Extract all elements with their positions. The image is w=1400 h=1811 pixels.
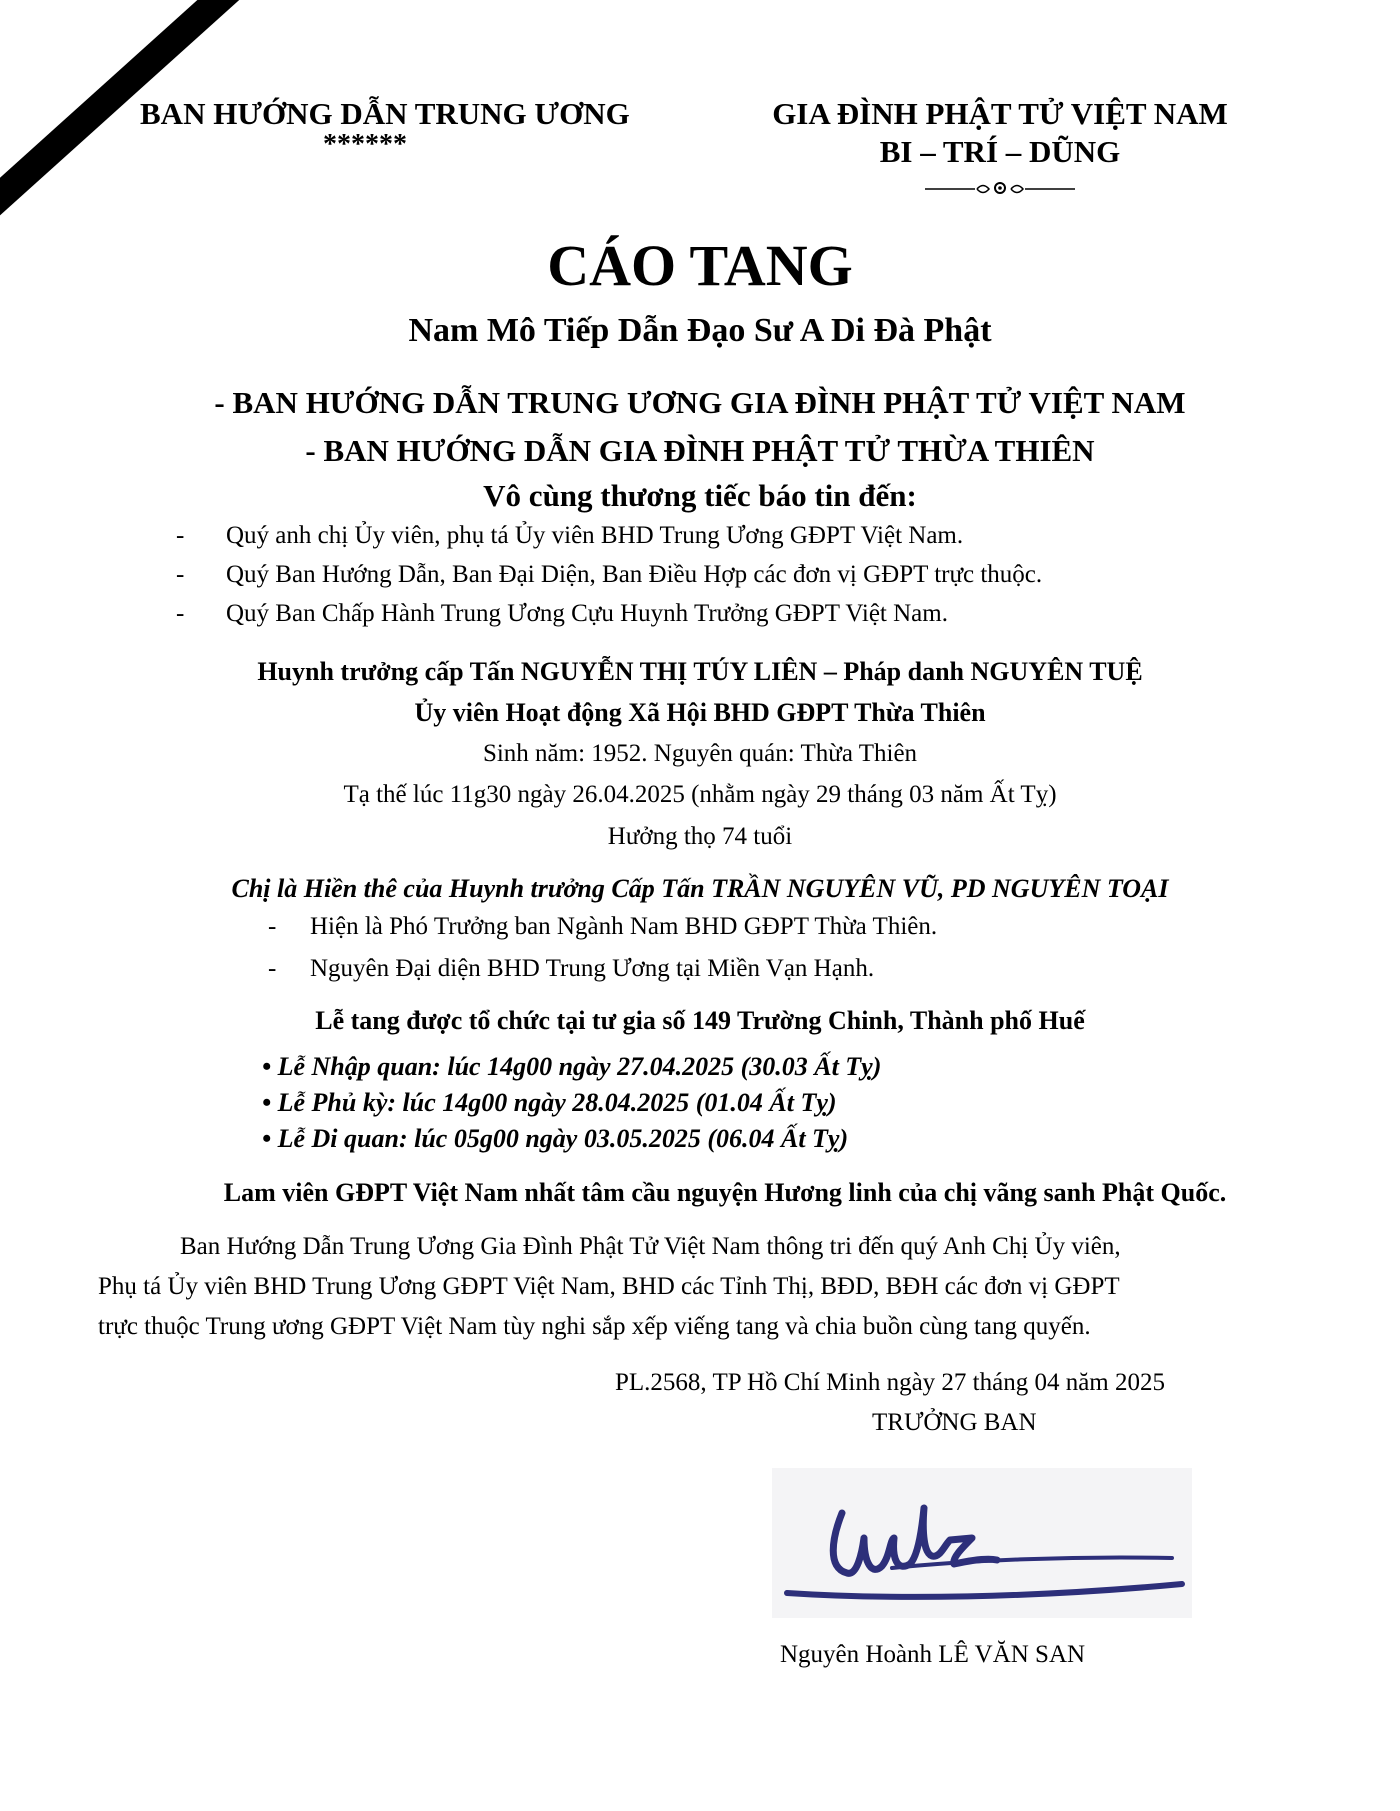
recipient-item: - Quý Ban Chấp Hành Trung Ương Cựu Huynh Trưởng GĐPT Việt Nam. [176, 600, 948, 627]
spouse-role-text: Hiện là Phó Trưởng ban Ngành Nam BHD GĐPT Thừa Thiên. [310, 913, 938, 940]
deceased-death: Tạ thế lúc 11g30 ngày 26.04.2025 (nhằm ngày 29 tháng 03 năm Ất Tỵ) [343, 781, 1057, 808]
date-line: PL.2568, TP Hồ Chí Minh ngày 27 tháng 04 năm 2025 [615, 1369, 1165, 1396]
deceased-age: Hưởng thọ 74 tuổi [607, 823, 793, 850]
deceased-role: Ủy viên Hoạt động Xã Hội BHD GĐPT Thừa Thiên [414, 698, 986, 727]
recipient-item: - Quý Ban Hướng Dẫn, Ban Đại Diện, Ban Điều Hợp các đơn vị GĐPT trực thuộc. [176, 561, 1043, 588]
org-line-provincial: - BAN HƯỚNG DẪN GIA ĐÌNH PHẬT TỬ THỪA THIÊN [305, 433, 1095, 468]
notice-paragraph-line: Ban Hướng Dẫn Trung Ương Gia Đình Phật Tử Việt Nam thông tri đến quý Anh Chị Ủy viên, [180, 1233, 1121, 1260]
spouse-role-item: - Nguyên Đại diện BHD Trung Ương tại Miền Vạn Hạnh. [268, 955, 875, 982]
page-title: CÁO TANG [547, 233, 853, 298]
header-left-org: BAN HƯỚNG DẪN TRUNG ƯƠNG [140, 96, 630, 131]
deceased-name: Huynh trưởng cấp Tấn NGUYỄN THỊ TÚY LIÊN – Pháp danh NGUYÊN TUỆ [257, 657, 1143, 686]
ceremony-event: • Lễ Nhập quan: lúc 14g00 ngày 27.04.2025 (30.03 Ất Tỵ) [262, 1052, 882, 1081]
header-left [140, 95, 630, 160]
deceased-birth: Sinh năm: 1952. Nguyên quán: Thừa Thiên [482, 740, 918, 767]
ceremony-event: • Lễ Di quan: lúc 05g00 ngày 03.05.2025 (06.04 Ất Tỵ) [262, 1124, 849, 1153]
spouse-role-item: - Hiện là Phó Trưởng ban Ngành Nam BHD GĐPT Thừa Thiên. [268, 913, 938, 940]
header-right [765, 95, 1235, 202]
page-subtitle: Nam Mô Tiếp Dẫn Đạo Sư A Di Đà Phật [408, 312, 992, 349]
recipient-text: Quý Ban Chấp Hành Trung Ương Cựu Huynh Trưởng GĐPT Việt Nam. [226, 600, 948, 627]
spouse-line: Chị là Hiền thê của Huynh trưởng Cấp Tấn TRẦN NGUYÊN VŨ, PD NGUYÊN TOẠI [231, 874, 1169, 903]
notice-paragraph-line: trực thuộc Trung ương GĐPT Việt Nam tùy nghi sắp xếp viếng tang và chia buồn cùng tang quyến. [98, 1313, 1091, 1340]
ornament-divider-icon [925, 179, 1075, 197]
notice-paragraph-line: Phụ tá Ủy viên BHD Trung Ương GĐPT Việt Nam, BHD các Tỉnh Thị, BĐD, BĐH các đơn vị GĐPT [98, 1273, 1120, 1300]
ceremony-location: Lễ tang được tổ chức tại tư gia số 149 Trường Chinh, Thành phố Huế [315, 1006, 1085, 1035]
header-right-org: GIA ĐÌNH PHẬT TỬ VIỆT NAM [772, 96, 1228, 131]
signer-position: TRƯỞNG BAN [872, 1409, 1037, 1436]
recipient-text: Quý Ban Hướng Dẫn, Ban Đại Diện, Ban Điều Hợp các đơn vị GĐPT trực thuộc. [226, 561, 1043, 588]
header-left-stars: ****** [323, 129, 407, 160]
spouse-role-text: Nguyên Đại diện BHD Trung Ương tại Miền Vạn Hạnh. [310, 955, 875, 982]
prayer-line: Lam viên GĐPT Việt Nam nhất tâm cầu nguyện Hương linh của chị vãng sanh Phật Quốc. [223, 1178, 1227, 1207]
ceremony-event: • Lễ Phủ kỳ: lúc 14g00 ngày 28.04.2025 (01.04 Ất Tỵ) [262, 1088, 837, 1117]
header-right-motto: BI – TRÍ – DŨNG [879, 134, 1121, 169]
signer-name: Nguyên Hoành LÊ VĂN SAN [780, 1641, 1086, 1668]
recipient-text: Quý anh chị Ủy viên, phụ tá Ủy viên BHD Trung Ương GĐPT Việt Nam. [226, 522, 964, 549]
handwritten-signature [772, 1468, 1192, 1618]
org-line-central: - BAN HƯỚNG DẪN TRUNG ƯƠNG GIA ĐÌNH PHẬT TỬ VIỆT NAM [214, 385, 1186, 420]
announce-line: Vô cùng thương tiếc báo tin đến: [483, 478, 917, 513]
recipient-item: - Quý anh chị Ủy viên, phụ tá Ủy viên BHD Trung Ương GĐPT Việt Nam. [176, 522, 964, 549]
